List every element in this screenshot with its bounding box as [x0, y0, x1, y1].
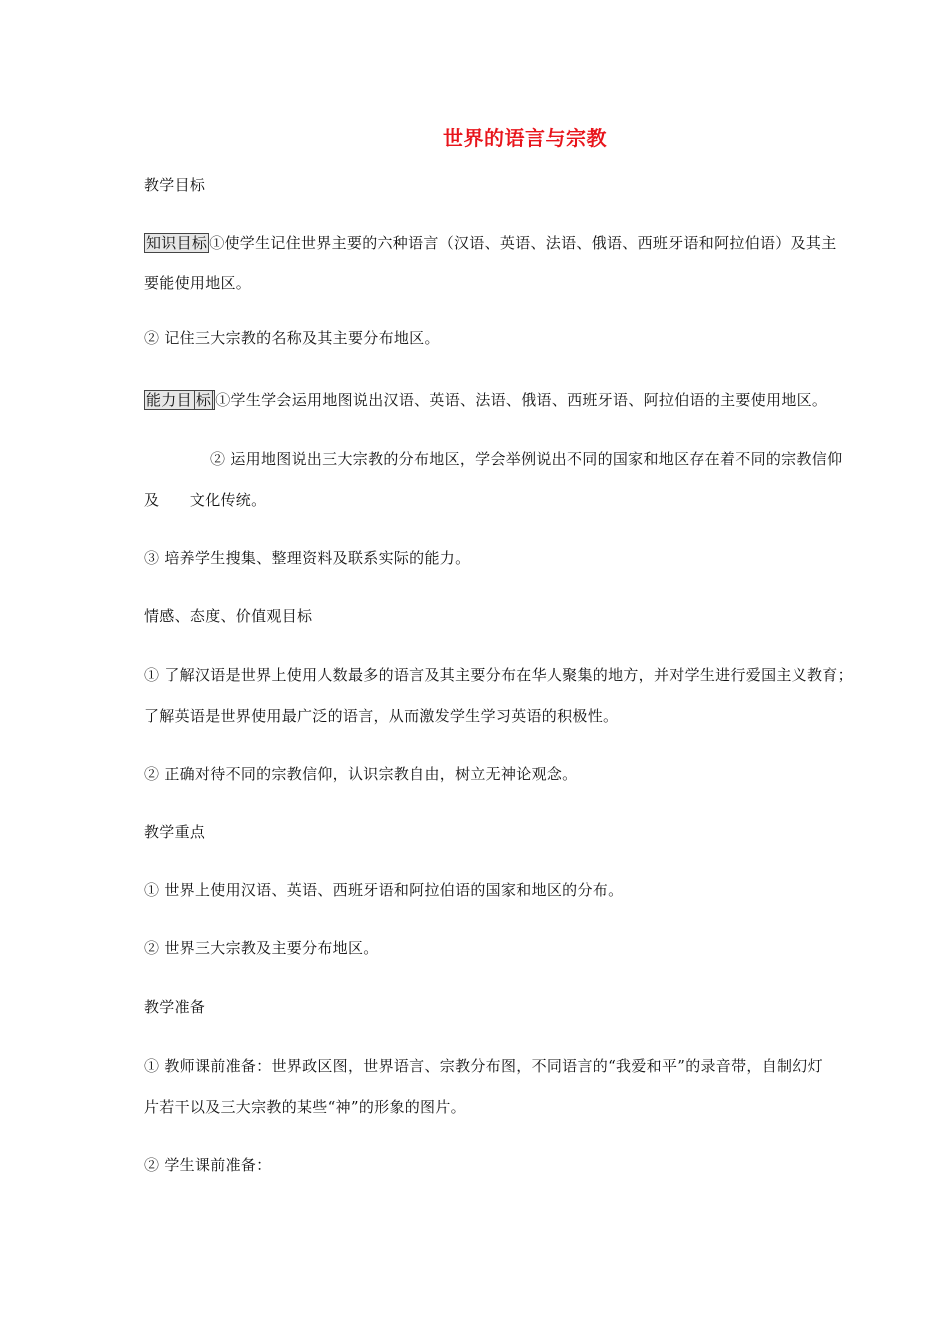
- ability-goal-item-2a: ② 运用地图说出三大宗教的分布地区，学会举例说出不同的国家和地区存在着不同的宗教信仰: [210, 450, 843, 468]
- ability-goal-text-1: ①学生学会运用地图说出汉语、英语、法语、俄语、西班牙语、阿拉伯语的主要使用地区。: [215, 391, 828, 409]
- ability-goal-label: [144, 390, 215, 410]
- knowledge-goal-line-2: 要能使用地区。: [144, 274, 252, 292]
- knowledge-goal-label: 知识目标: [146, 234, 208, 252]
- key-point-item-2: ② 世界三大宗教及主要分布地区。: [144, 939, 379, 957]
- emotion-goal-item-2: ② 正确对待不同的宗教信仰，认识宗教自由，树立无神论观念。: [144, 765, 578, 783]
- ability-goal-item-2b: 及 文化传统。: [144, 491, 267, 509]
- ability-goal-item-3: ③ 培养学生搜集、整理资料及联系实际的能力。: [144, 549, 471, 567]
- key-point-item-1: ① 世界上使用汉语、英语、西班牙语和阿拉伯语的国家和地区的分布。: [144, 881, 624, 899]
- heading-emotion-goals: 情感、态度、价值观目标: [144, 607, 313, 625]
- emotion-goal-item-1b: 了解英语是世界使用最广泛的语言，从而激发学生学习英语的积极性。: [144, 707, 619, 725]
- prep-item-1b: 片若干以及三大宗教的某些“神”的形象的图片。: [144, 1098, 466, 1116]
- emotion-goal-item-1a: ① 了解汉语是世界上使用人数最多的语言及其主要分布在华人聚集的地方，并对学生进行爱国主义教育；: [144, 666, 853, 684]
- ability-goal-label-a: 能力目: [146, 391, 192, 409]
- ability-goal-label-b: 标: [195, 391, 212, 409]
- heading-preparation: 教学准备: [144, 998, 206, 1016]
- prep-item-1a: ① 教师课前准备：世界政区图，世界语言、宗教分布图，不同语言的“我爱和平”的录音带，自制幻灯: [144, 1057, 823, 1075]
- knowledge-goal-line-1: [144, 232, 837, 254]
- ability-goal-line-1: [144, 389, 827, 411]
- knowledge-goal-item-2: ② 记住三大宗教的名称及其主要分布地区。: [144, 329, 440, 347]
- heading-key-points: 教学重点: [144, 823, 206, 841]
- document-title: 世界的语言与宗教: [443, 126, 607, 150]
- knowledge-goal-text-1a: ①使学生记住世界主要的六种语言（汉语、英语、法语、俄语、西班牙语和阿拉伯语）及其主: [209, 234, 837, 252]
- heading-teaching-goals: 教学目标: [144, 176, 206, 194]
- prep-item-2: ② 学生课前准备：: [144, 1156, 272, 1174]
